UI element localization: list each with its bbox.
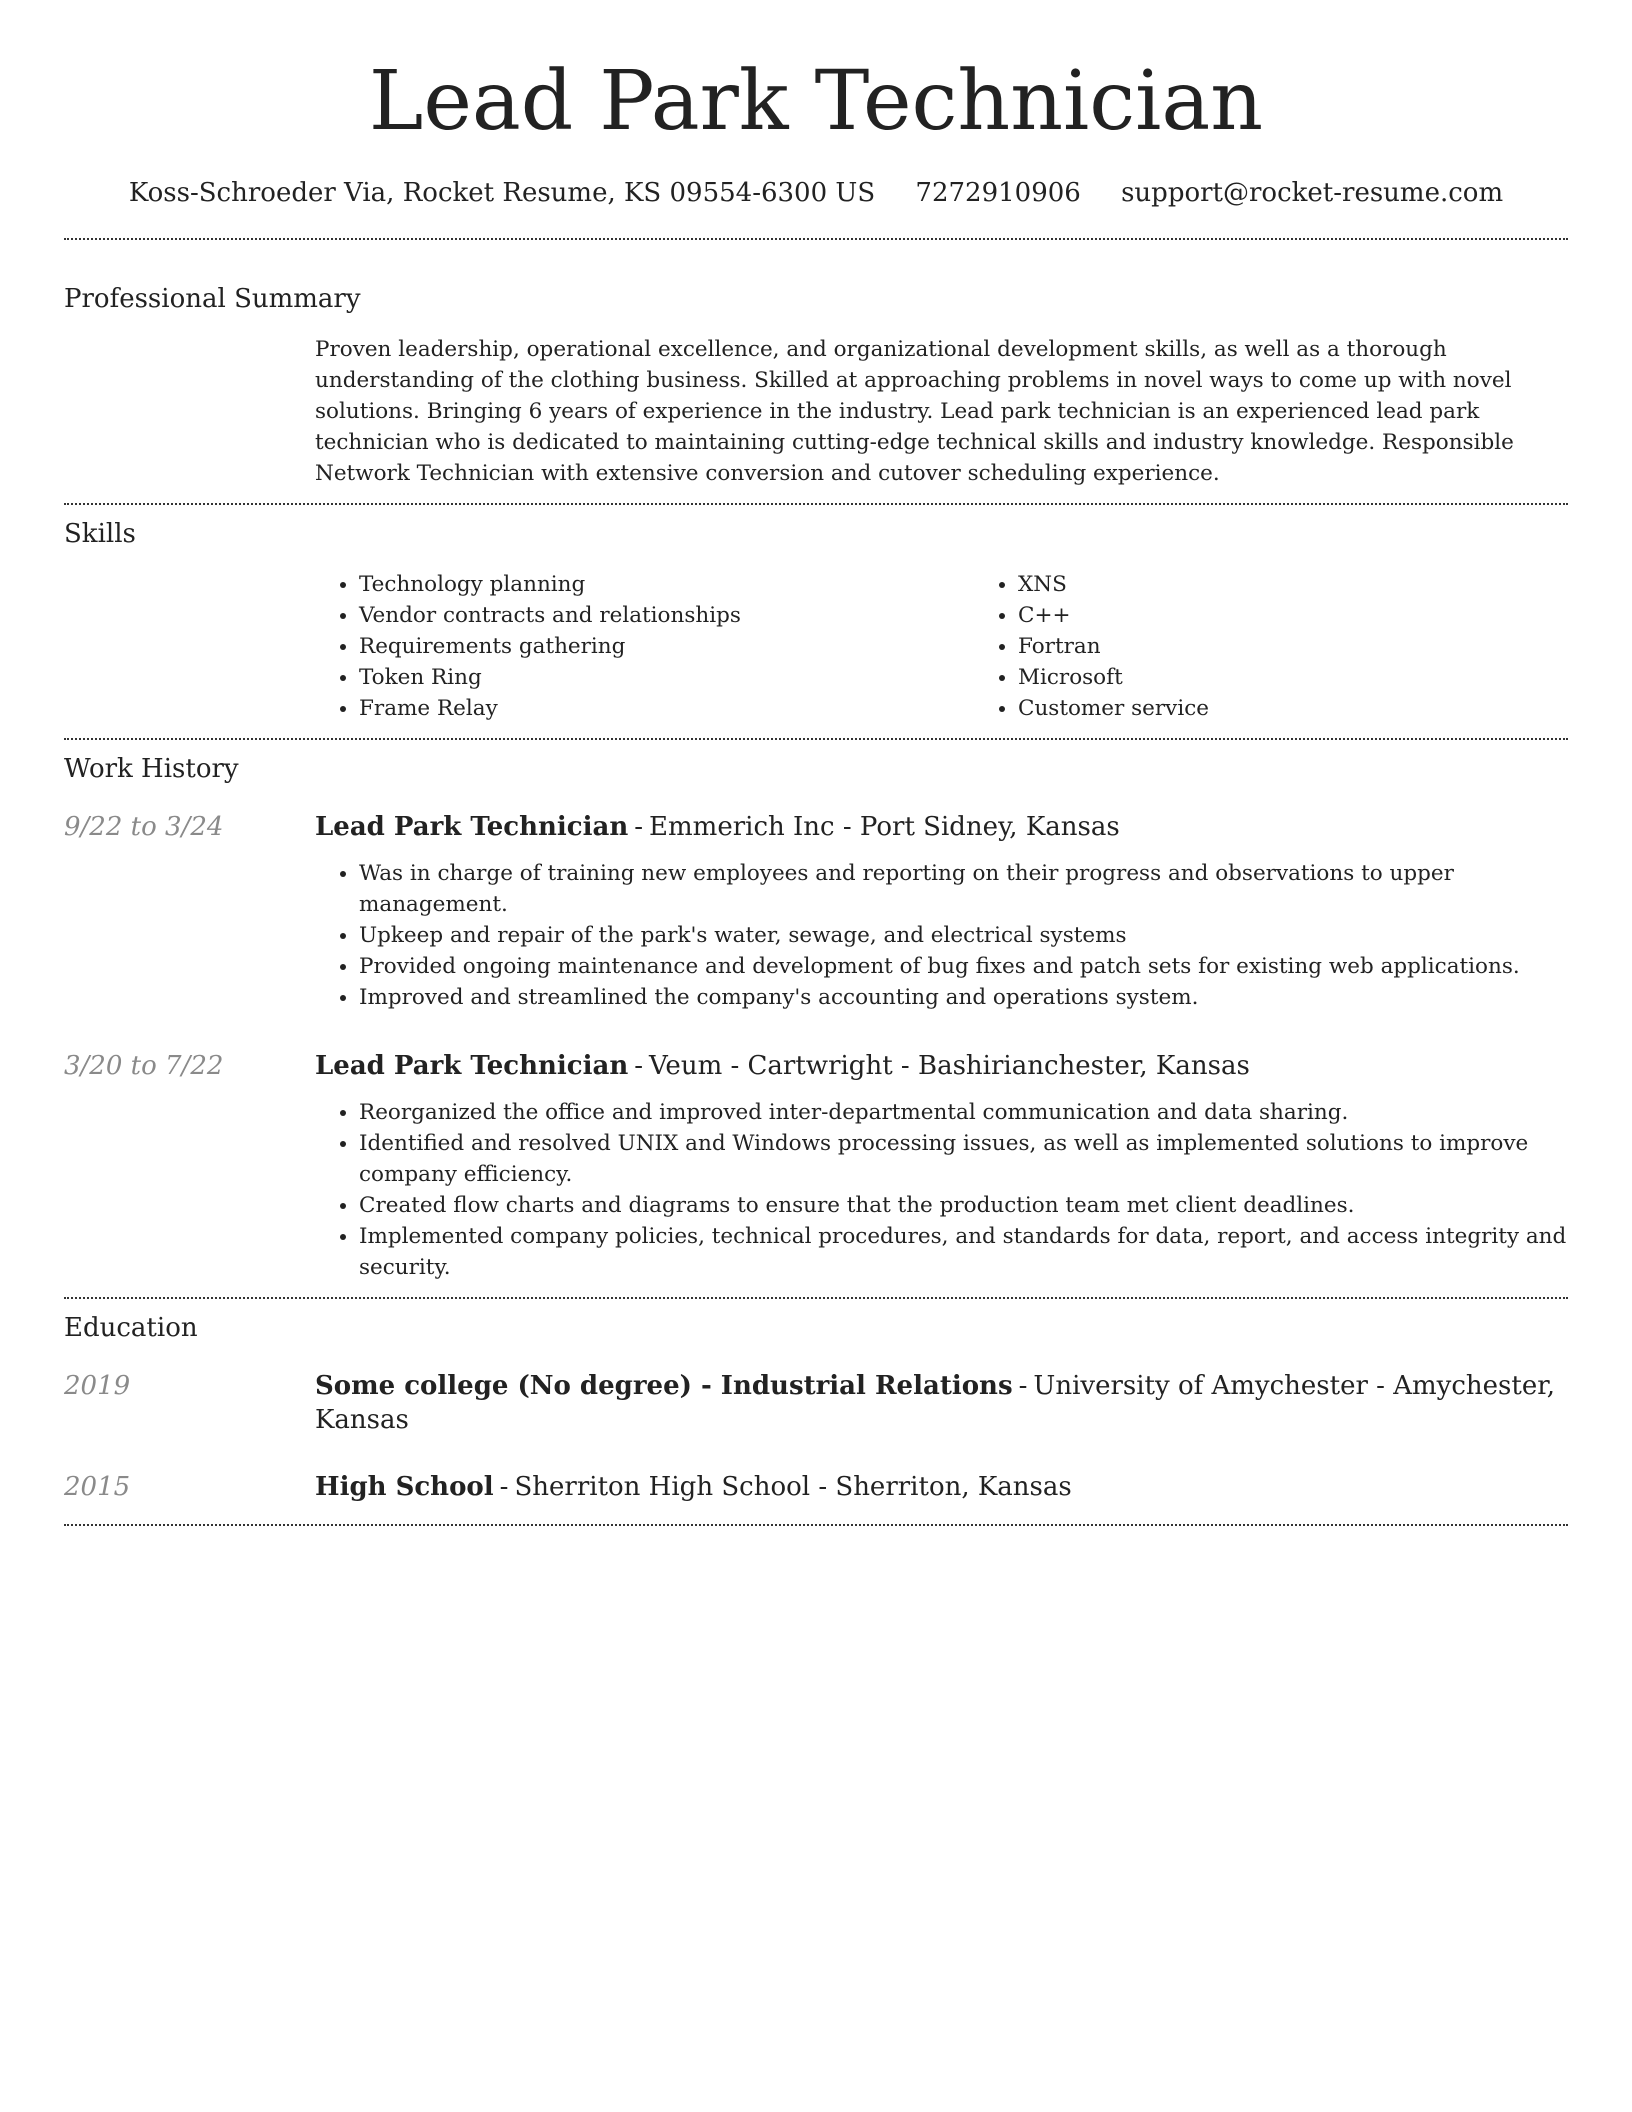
education-entry: [64, 1369, 1568, 1437]
contact-phone: 7272910906: [915, 178, 1081, 208]
education-title-line: Some college (No degree) - Industrial Relations - University of Amychester - Amychester, Kansas: [315, 1371, 1556, 1435]
skill-item: • Requirements gathering: [359, 631, 974, 662]
job-bullet: • Upkeep and repair of the park's water, sewage, and electrical systems: [359, 920, 1568, 951]
education-entry: [64, 1470, 1568, 1504]
skills-list-left: [315, 569, 974, 724]
job-bullet: • Provided ongoing maintenance and development of bug fixes and patch sets for existing web applications.: [359, 951, 1568, 982]
skill-item: • Token Ring: [359, 662, 974, 693]
education-school: University of Amychester - Amychester, Kansas: [315, 1371, 1556, 1435]
education-degree: High School: [315, 1472, 494, 1502]
skill-item: • XNS: [1018, 569, 1632, 600]
job-employer: Veum - Cartwright - Bashirianchester, Kansas: [649, 1051, 1250, 1081]
education-divider: [64, 1524, 1568, 1526]
job-bullet: • Identified and resolved UNIX and Windows processing issues, as well as implemented solutions to improve company efficiency.: [359, 1128, 1568, 1190]
education-school: Sherriton High School - Sherriton, Kansas: [514, 1472, 1072, 1502]
work-section: [64, 740, 1568, 1283]
skill-item: • C++: [1018, 600, 1632, 631]
skills-title: Skills: [64, 519, 136, 549]
job-date: 9/22 to 3/24: [64, 812, 224, 842]
contact-line: [64, 176, 1568, 210]
job-bullets: [315, 858, 1568, 1013]
education-title: Education: [64, 1313, 198, 1343]
job-title-line: Lead Park Technician - Emmerich Inc - Port Sidney, Kansas: [315, 812, 1120, 842]
skill-item: • Customer service: [1018, 693, 1632, 724]
skill-item: • Microsoft: [1018, 662, 1632, 693]
job-date: 3/20 to 7/22: [64, 1051, 224, 1081]
contact-email: support@rocket-resume.com: [1121, 178, 1504, 208]
job-employer: Emmerich Inc - Port Sidney, Kansas: [649, 812, 1120, 842]
job-bullet: • Created flow charts and diagrams to ensure that the production team met client deadlines.: [359, 1190, 1568, 1221]
skill-item: • Frame Relay: [359, 693, 974, 724]
education-date: 2015: [64, 1472, 131, 1502]
job-title: Lead Park Technician: [315, 1051, 629, 1081]
skills-list-right: [974, 569, 1632, 724]
education-title-line: High School - Sherriton High School - Sherriton, Kansas: [315, 1472, 1072, 1502]
job-entry: [64, 810, 1568, 1013]
contact-address: Koss-Schroeder Via, Rocket Resume, KS 09554-6300 US: [128, 178, 876, 208]
job-bullets: [315, 1097, 1568, 1283]
job-title-line: Lead Park Technician - Veum - Cartwright - Bashirianchester, Kansas: [315, 1051, 1250, 1081]
resume-name: Lead Park Technician: [368, 54, 1264, 149]
skill-item: • Technology planning: [359, 569, 974, 600]
job-title: Lead Park Technician: [315, 812, 629, 842]
summary-section: [64, 240, 1568, 489]
skill-item: • Vendor contracts and relationships: [359, 600, 974, 631]
summary-title: Professional Summary: [64, 284, 361, 314]
job-bullet: • Was in charge of training new employees and reporting on their progress and observations to upper management.: [359, 858, 1568, 920]
education-date: 2019: [64, 1371, 131, 1401]
education-section: [64, 1299, 1568, 1504]
job-bullet: • Improved and streamlined the company's accounting and operations system.: [359, 982, 1568, 1013]
job-bullet: • Reorganized the office and improved inter-departmental communication and data sharing.: [359, 1097, 1568, 1128]
education-degree: Some college (No degree) - Industrial Relations: [315, 1371, 1013, 1401]
skills-section: [64, 505, 1568, 724]
skill-item: • Fortran: [1018, 631, 1632, 662]
job-bullet: • Implemented company policies, technical procedures, and standards for data, report, and access integrity and security.: [359, 1221, 1568, 1283]
summary-text: Proven leadership, operational excellence, and organizational development skills, as well as a thorough understanding of the clothing business. Skilled at approaching problems in novel ways to come up with novel solutions. Bringing 6 years of experience in the industry. Lead park technician is an experienced lead park technician who is dedicated to maintaining cutting-edge technical skills and industry knowledge. Responsible Network Technician with extensive conversion and cutover scheduling experience.: [315, 337, 1514, 486]
work-title: Work History: [64, 754, 239, 784]
job-entry: [64, 1049, 1568, 1283]
